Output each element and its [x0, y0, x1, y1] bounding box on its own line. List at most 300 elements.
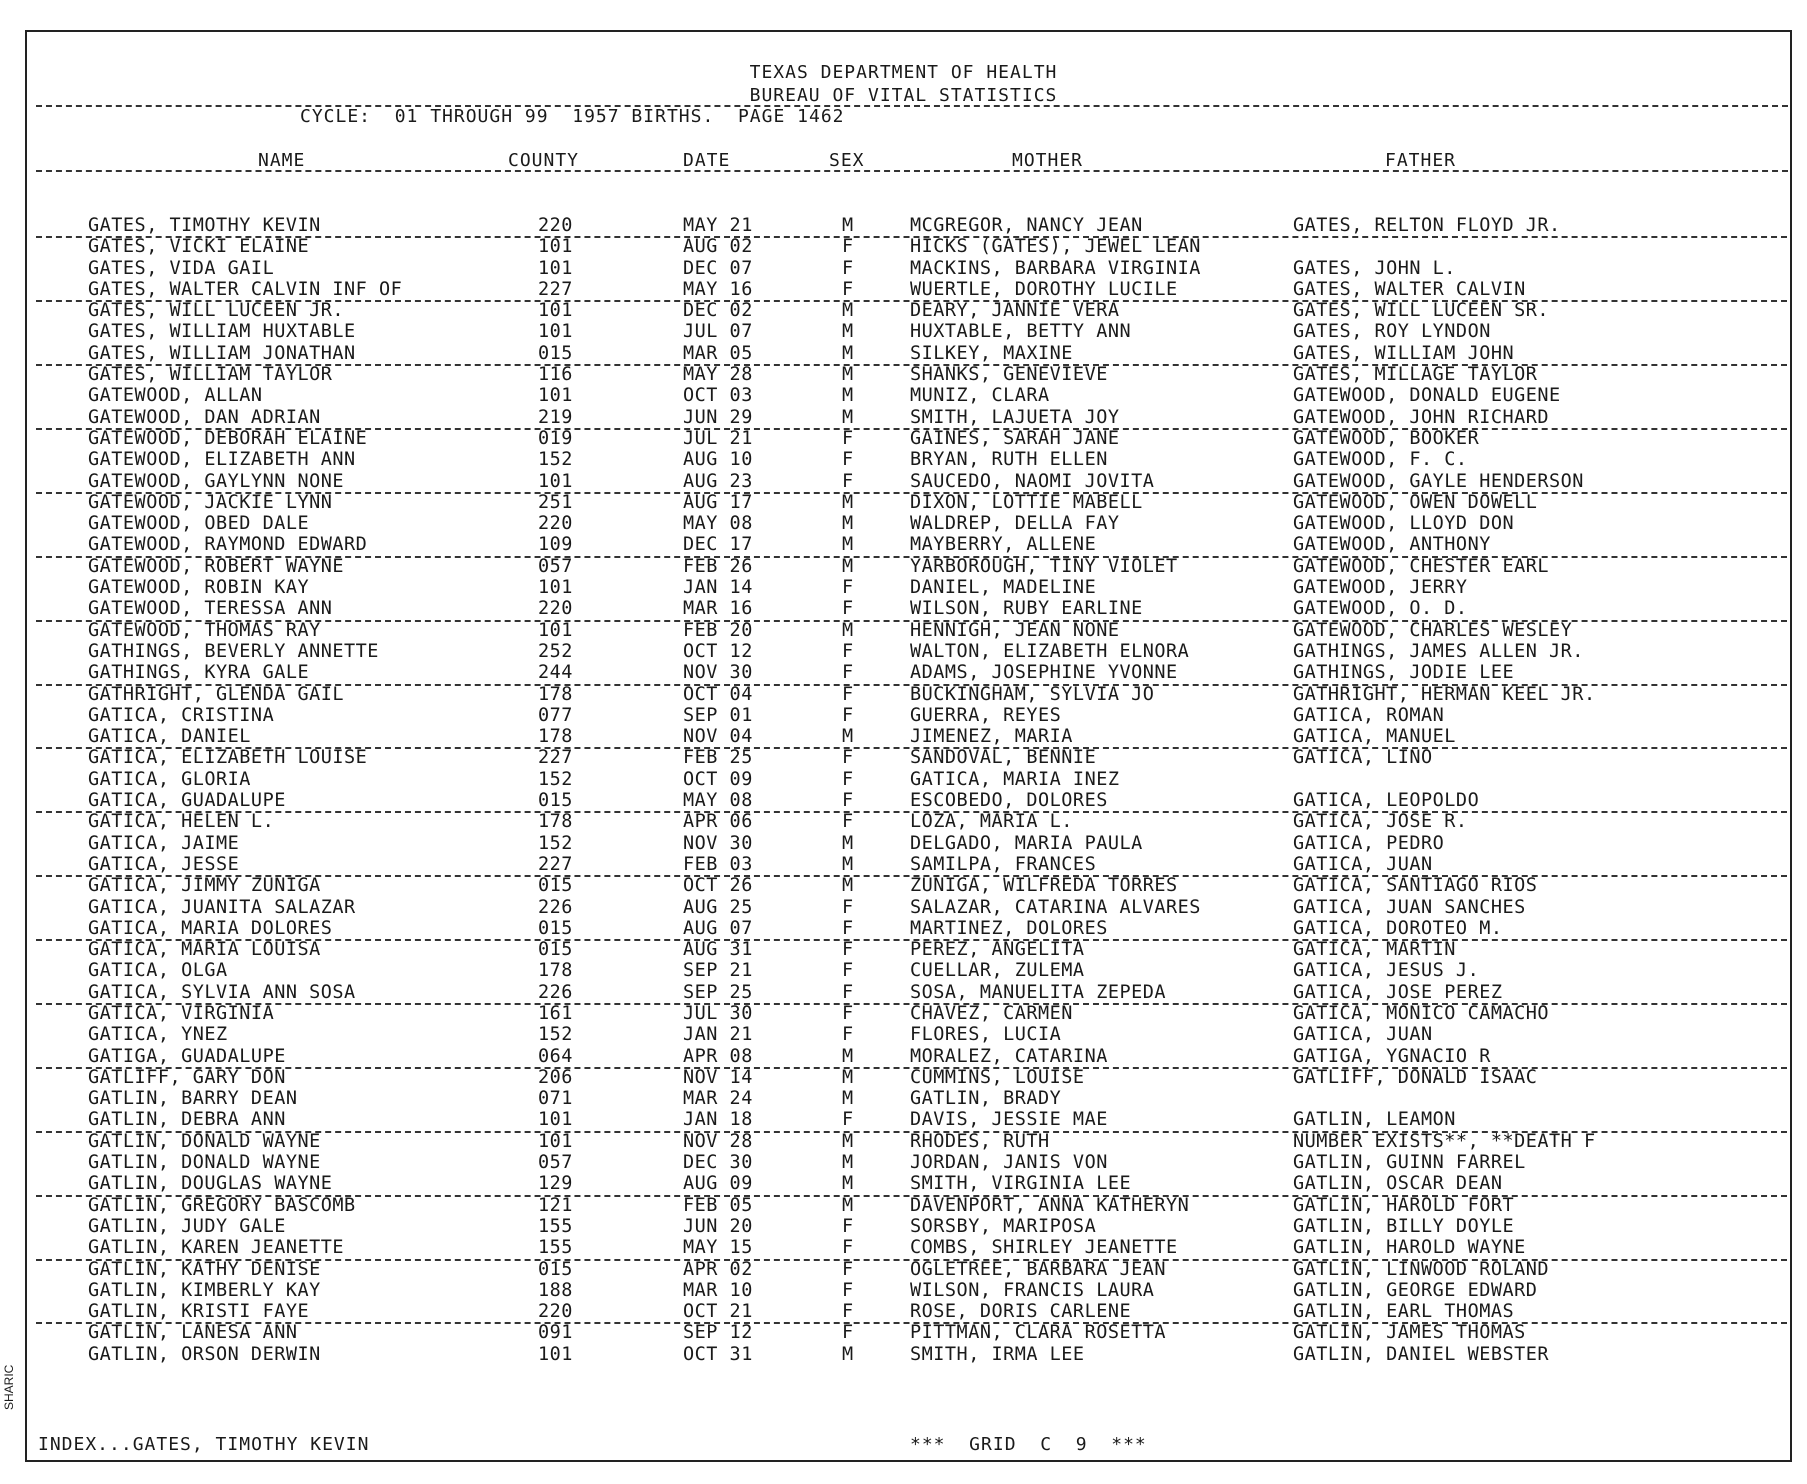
record-sex: M — [842, 555, 854, 577]
record-mother: LOZA, MARIA L. — [910, 811, 1073, 833]
record-father: GATEWOOD, LLOYD DON — [1293, 513, 1515, 535]
record-county: 091 — [538, 1322, 573, 1344]
record-date: MAY 08 — [683, 790, 753, 812]
record-mother: SANDOVAL, BENNIE — [910, 747, 1097, 769]
record-father: GATES, WILL LUCEEN SR. — [1293, 300, 1550, 322]
record-father: GATICA, MONICO CAMACHO — [1293, 1002, 1550, 1024]
record-row — [0, 620, 1807, 641]
record-date: SEP 01 — [683, 704, 753, 726]
record-row — [0, 1301, 1807, 1322]
record-name: GATLIN, DEBRA ANN — [88, 1109, 286, 1131]
record-county: 226 — [538, 981, 573, 1003]
record-mother: WILSON, FRANCIS LAURA — [910, 1279, 1155, 1301]
record-father: GATHINGS, JODIE LEE — [1293, 662, 1515, 684]
record-date: MAY 08 — [683, 513, 753, 535]
record-row — [0, 811, 1807, 832]
record-name: GATLIN, KRISTI FAYE — [88, 1301, 310, 1323]
record-sex: F — [842, 278, 854, 300]
record-father: GATICA, DOROTEO M. — [1293, 917, 1503, 939]
record-name: GATLIN, DONALD WAYNE — [88, 1152, 321, 1174]
record-county: 178 — [538, 811, 573, 833]
record-name: GATICA, GUADALUPE — [88, 790, 286, 812]
record-name: GATHRIGHT, GLENDA GAIL — [88, 683, 345, 705]
record-name: GATLIN, BARRY DEAN — [88, 1088, 298, 1110]
record-row — [0, 300, 1807, 321]
record-sex: F — [842, 790, 854, 812]
record-row — [0, 939, 1807, 960]
record-row — [0, 1152, 1807, 1173]
record-date: OCT 04 — [683, 683, 753, 705]
record-mother: BUCKINGHAM, SYLVIA JO — [910, 683, 1155, 705]
record-date: MAY 28 — [683, 364, 753, 386]
record-row — [0, 1237, 1807, 1258]
record-date: MAR 16 — [683, 598, 753, 620]
record-row — [0, 1344, 1807, 1365]
record-mother: DAVENPORT, ANNA KATHERYN — [910, 1194, 1190, 1216]
record-name: GATEWOOD, RAYMOND EDWARD — [88, 534, 368, 556]
record-father: GATLIN, GEORGE EDWARD — [1293, 1279, 1538, 1301]
record-mother: SMITH, VIRGINIA LEE — [910, 1173, 1132, 1195]
record-date: OCT 26 — [683, 875, 753, 897]
record-row — [0, 1259, 1807, 1280]
record-mother: JIMENEZ, MARIA — [910, 726, 1073, 748]
record-date: JAN 14 — [683, 577, 753, 599]
record-sex: M — [842, 1194, 854, 1216]
record-date: AUG 07 — [683, 917, 753, 939]
record-county: 226 — [538, 896, 573, 918]
side-label: SHARIC — [2, 1364, 16, 1410]
record-father: GATEWOOD, CHARLES WESLEY — [1293, 619, 1573, 641]
record-mother: SAMILPA, FRANCES — [910, 853, 1097, 875]
record-name: GATEWOOD, TERESSA ANN — [88, 598, 333, 620]
record-father: GATEWOOD, OWEN DOWELL — [1293, 491, 1538, 513]
record-row — [0, 343, 1807, 364]
record-sex: F — [842, 662, 854, 684]
record-sex: F — [842, 598, 854, 620]
record-date: SEP 25 — [683, 981, 753, 1003]
record-date: FEB 25 — [683, 747, 753, 769]
record-row — [0, 875, 1807, 896]
record-row — [0, 833, 1807, 854]
record-sex: F — [842, 427, 854, 449]
record-row — [0, 1131, 1807, 1152]
record-sex: M — [842, 364, 854, 386]
record-sex: M — [842, 1173, 854, 1195]
record-mother: HICKS (GATES), JEWEL LEAN — [910, 236, 1201, 258]
record-mother: PEREZ, ANGELITA — [910, 939, 1085, 961]
record-mother: MORALEZ, CATARINA — [910, 1045, 1108, 1067]
record-sex: F — [842, 449, 854, 471]
record-row — [0, 364, 1807, 385]
record-date: JUL 21 — [683, 427, 753, 449]
record-father: GATEWOOD, O. D. — [1293, 598, 1468, 620]
record-county: 064 — [538, 1045, 573, 1067]
record-date: AUG 09 — [683, 1173, 753, 1195]
record-county: 121 — [538, 1194, 573, 1216]
record-sex: F — [842, 1322, 854, 1344]
record-date: SEP 12 — [683, 1322, 753, 1344]
record-sex: F — [842, 896, 854, 918]
record-father: GATICA, JESUS J. — [1293, 960, 1480, 982]
record-name: GATES, WILL LUCEEN JR. — [88, 300, 345, 322]
record-name: GATICA, JUANITA SALAZAR — [88, 896, 356, 918]
record-father: GATICA, SANTIAGO RIOS — [1293, 875, 1538, 897]
record-mother: FLORES, LUCIA — [910, 1024, 1062, 1046]
record-name: GATEWOOD, DEBORAH ELAINE — [88, 427, 368, 449]
record-sex: F — [842, 768, 854, 790]
record-sex: F — [842, 704, 854, 726]
record-date: FEB 05 — [683, 1194, 753, 1216]
record-row — [0, 534, 1807, 555]
record-date: AUG 23 — [683, 470, 753, 492]
record-row — [0, 769, 1807, 790]
record-county: 101 — [538, 321, 573, 343]
record-date: FEB 26 — [683, 555, 753, 577]
record-row — [0, 705, 1807, 726]
record-name: GATES, WILLIAM TAYLOR — [88, 364, 333, 386]
record-name: GATEWOOD, ALLAN — [88, 385, 263, 407]
record-mother: ESCOBEDO, DOLORES — [910, 790, 1108, 812]
record-county: 101 — [538, 236, 573, 258]
record-date: SEP 21 — [683, 960, 753, 982]
record-name: GATEWOOD, OBED DALE — [88, 513, 310, 535]
record-sex: M — [842, 1343, 854, 1365]
cycle-line: CYCLE: 01 THROUGH 99 1957 BIRTHS. PAGE 1462 — [300, 106, 845, 127]
record-father: GATICA, JUAN SANCHES — [1293, 896, 1526, 918]
record-county: 101 — [538, 577, 573, 599]
record-county: 220 — [538, 215, 573, 236]
record-sex: M — [842, 513, 854, 535]
record-father: GATEWOOD, JERRY — [1293, 577, 1468, 599]
record-row — [0, 897, 1807, 918]
record-date: NOV 04 — [683, 726, 753, 748]
record-row — [0, 279, 1807, 300]
record-sex: M — [842, 1045, 854, 1067]
record-name: GATES, WALTER CALVIN INF OF — [88, 278, 403, 300]
record-name: GATLIN, LANESA ANN — [88, 1322, 298, 1344]
record-father: GATHINGS, JAMES ALLEN JR. — [1293, 640, 1584, 662]
record-county: 101 — [538, 385, 573, 407]
record-county: 071 — [538, 1088, 573, 1110]
record-name: GATES, VIDA GAIL — [88, 257, 275, 279]
record-name: GATICA, VIRGINIA — [88, 1002, 275, 1024]
record-county: 077 — [538, 704, 573, 726]
record-mother: HENNIGH, JEAN NONE — [910, 619, 1120, 641]
record-father: GATES, ROY LYNDON — [1293, 321, 1491, 343]
record-mother: HUXTABLE, BETTY ANN — [910, 321, 1132, 343]
record-name: GATLIN, KAREN JEANETTE — [88, 1237, 345, 1259]
record-name: GATICA, GLORIA — [88, 768, 251, 790]
record-name: GATIGA, GUADALUPE — [88, 1045, 286, 1067]
record-mother: DELGADO, MARIA PAULA — [910, 832, 1143, 854]
record-father: GATEWOOD, JOHN RICHARD — [1293, 406, 1550, 428]
record-date: AUG 25 — [683, 896, 753, 918]
record-sex: M — [842, 321, 854, 343]
index-line: INDEX...GATES, TIMOTHY KEVIN — [38, 1434, 370, 1455]
record-county: 015 — [538, 342, 573, 364]
record-county: 152 — [538, 832, 573, 854]
record-father: GATES, WALTER CALVIN — [1293, 278, 1526, 300]
record-mother: MUNIZ, CLARA — [910, 385, 1050, 407]
record-father: GATICA, JOSE R. — [1293, 811, 1468, 833]
record-mother: SHANKS, GENEVIEVE — [910, 364, 1108, 386]
record-sex: F — [842, 1215, 854, 1237]
record-mother: CUMMINS, LOUISE — [910, 1066, 1085, 1088]
record-row — [0, 556, 1807, 577]
record-date: JUL 07 — [683, 321, 753, 343]
col-header-date: DATE — [683, 150, 731, 171]
record-mother: MAYBERRY, ALLENE — [910, 534, 1097, 556]
record-county: 155 — [538, 1215, 573, 1237]
record-name: GATICA, JIMMY ZUNIGA — [88, 875, 321, 897]
record-name: GATLIN, JUDY GALE — [88, 1215, 286, 1237]
record-father: GATEWOOD, BOOKER — [1293, 427, 1480, 449]
records-list — [0, 215, 1807, 1365]
record-county: 015 — [538, 790, 573, 812]
record-county: 206 — [538, 1066, 573, 1088]
record-date: AUG 31 — [683, 939, 753, 961]
record-sex: F — [842, 470, 854, 492]
record-date: JUN 29 — [683, 406, 753, 428]
record-date: JUN 20 — [683, 1215, 753, 1237]
record-date: MAY 16 — [683, 278, 753, 300]
record-county: 178 — [538, 726, 573, 748]
record-date: AUG 02 — [683, 236, 753, 258]
record-sex: F — [842, 1301, 854, 1323]
record-father: GATEWOOD, GAYLE HENDERSON — [1293, 470, 1584, 492]
record-father: GATLIFF, DONALD ISAAC — [1293, 1066, 1538, 1088]
grid-line: *** GRID C 9 *** — [910, 1434, 1147, 1455]
record-row — [0, 1046, 1807, 1067]
record-row — [0, 577, 1807, 598]
record-row — [0, 1109, 1807, 1130]
record-mother: ROSE, DORIS CARLENE — [910, 1301, 1132, 1323]
record-mother: DANIEL, MADELINE — [910, 577, 1097, 599]
record-sex: F — [842, 257, 854, 279]
record-father: GATES, RELTON FLOYD JR. — [1293, 215, 1561, 236]
record-mother: WALTON, ELIZABETH ELNORA — [910, 640, 1190, 662]
dashed-rule — [36, 105, 1788, 107]
record-date: MAR 24 — [683, 1088, 753, 1110]
record-county: 057 — [538, 1152, 573, 1174]
record-father: GATLIN, GUINN FARREL — [1293, 1152, 1526, 1174]
record-row — [0, 918, 1807, 939]
record-name: GATLIN, KATHY DENISE — [88, 1258, 321, 1280]
record-name: GATLIN, ORSON DERWIN — [88, 1343, 321, 1365]
record-row — [0, 1067, 1807, 1088]
record-mother: BRYAN, RUTH ELLEN — [910, 449, 1108, 471]
record-sex: M — [842, 875, 854, 897]
record-row — [0, 684, 1807, 705]
record-mother: YARBOROUGH, TINY VIOLET — [910, 555, 1178, 577]
record-mother: MCGREGOR, NANCY JEAN — [910, 215, 1143, 236]
record-county: 015 — [538, 917, 573, 939]
record-date: JUL 30 — [683, 1002, 753, 1024]
record-county: 152 — [538, 449, 573, 471]
record-county: 057 — [538, 555, 573, 577]
record-name: GATLIN, KIMBERLY KAY — [88, 1279, 321, 1301]
record-name: GATEWOOD, JACKIE LYNN — [88, 491, 333, 513]
record-row — [0, 215, 1807, 236]
record-row — [0, 449, 1807, 470]
record-name: GATHINGS, KYRA GALE — [88, 662, 310, 684]
record-date: MAR 05 — [683, 342, 753, 364]
record-father: GATICA, ROMAN — [1293, 704, 1445, 726]
record-father: GATICA, LINO — [1293, 747, 1433, 769]
record-date: NOV 30 — [683, 832, 753, 854]
record-sex: F — [842, 981, 854, 1003]
col-header-name: NAME — [258, 150, 306, 171]
record-name: GATICA, MARIA LOUISA — [88, 939, 321, 961]
record-date: NOV 28 — [683, 1130, 753, 1152]
record-row — [0, 854, 1807, 875]
record-mother: GATLIN, BRADY — [910, 1088, 1062, 1110]
record-mother: OGLETREE, BARBARA JEAN — [910, 1258, 1167, 1280]
record-date: FEB 03 — [683, 853, 753, 875]
record-row — [0, 1024, 1807, 1045]
record-county: 101 — [538, 1343, 573, 1365]
record-sex: M — [842, 342, 854, 364]
record-date: MAR 10 — [683, 1279, 753, 1301]
record-sex: M — [842, 385, 854, 407]
record-county: 101 — [538, 300, 573, 322]
record-county: 101 — [538, 619, 573, 641]
record-sex: F — [842, 960, 854, 982]
record-county: 178 — [538, 683, 573, 705]
record-date: AUG 17 — [683, 491, 753, 513]
record-sex: F — [842, 1002, 854, 1024]
record-county: 188 — [538, 1279, 573, 1301]
record-date: OCT 12 — [683, 640, 753, 662]
record-sex: M — [842, 406, 854, 428]
record-date: APR 08 — [683, 1045, 753, 1067]
record-sex: F — [842, 1237, 854, 1259]
record-name: GATES, TIMOTHY KEVIN — [88, 215, 321, 236]
record-row — [0, 1003, 1807, 1024]
record-sex: F — [842, 1258, 854, 1280]
record-row — [0, 1173, 1807, 1194]
record-name: GATEWOOD, ELIZABETH ANN — [88, 449, 356, 471]
record-row — [0, 598, 1807, 619]
col-header-father: FATHER — [1385, 150, 1457, 171]
record-sex: F — [842, 236, 854, 258]
record-county: 015 — [538, 875, 573, 897]
record-name: GATICA, JAIME — [88, 832, 240, 854]
record-name: GATEWOOD, THOMAS RAY — [88, 619, 321, 641]
record-name: GATLIN, GREGORY BASCOMB — [88, 1194, 356, 1216]
record-name: GATICA, OLGA — [88, 960, 228, 982]
record-sex: F — [842, 1109, 854, 1131]
record-mother: WUERTLE, DOROTHY LUCILE — [910, 278, 1178, 300]
record-row — [0, 726, 1807, 747]
record-mother: RHODES, RUTH — [910, 1130, 1050, 1152]
record-mother: SAUCEDO, NAOMI JOVITA — [910, 470, 1155, 492]
col-header-sex: SEX — [829, 150, 865, 171]
record-father: GATES, MILLAGE TAYLOR — [1293, 364, 1538, 386]
record-mother: SILKEY, MAXINE — [910, 342, 1073, 364]
record-mother: PITTMAN, CLARA ROSETTA — [910, 1322, 1167, 1344]
record-name: GATICA, SYLVIA ANN SOSA — [88, 981, 356, 1003]
record-sex: M — [842, 853, 854, 875]
record-date: OCT 09 — [683, 768, 753, 790]
record-row — [0, 1088, 1807, 1109]
record-mother: WILSON, RUBY EARLINE — [910, 598, 1143, 620]
record-county: 227 — [538, 747, 573, 769]
record-county: 252 — [538, 640, 573, 662]
record-date: MAY 21 — [683, 215, 753, 236]
record-father: GATEWOOD, DONALD EUGENE — [1293, 385, 1561, 407]
record-name: GATICA, YNEZ — [88, 1024, 228, 1046]
record-mother: ADAMS, JOSEPHINE YVONNE — [910, 662, 1178, 684]
record-date: DEC 02 — [683, 300, 753, 322]
record-father: GATHRIGHT, HERMAN KEEL JR. — [1293, 683, 1596, 705]
record-father: GATLIN, JAMES THOMAS — [1293, 1322, 1526, 1344]
record-mother: CUELLAR, ZULEMA — [910, 960, 1085, 982]
col-header-county: COUNTY — [508, 150, 580, 171]
record-county: 178 — [538, 960, 573, 982]
record-mother: SMITH, IRMA LEE — [910, 1343, 1085, 1365]
record-name: GATICA, HELEN L. — [88, 811, 275, 833]
record-row — [0, 236, 1807, 257]
record-sex: F — [842, 811, 854, 833]
record-father: NUMBER EXISTS**, **DEATH F — [1293, 1130, 1596, 1152]
record-name: GATLIN, DOUGLAS WAYNE — [88, 1173, 333, 1195]
record-sex: M — [842, 1130, 854, 1152]
record-sex: F — [842, 683, 854, 705]
record-county: 116 — [538, 364, 573, 386]
record-county: 244 — [538, 662, 573, 684]
record-county: 019 — [538, 427, 573, 449]
record-date: OCT 31 — [683, 1343, 753, 1365]
record-name: GATEWOOD, ROBERT WAYNE — [88, 555, 345, 577]
record-row — [0, 1280, 1807, 1301]
record-name: GATEWOOD, DAN ADRIAN — [88, 406, 321, 428]
col-header-mother: MOTHER — [1012, 150, 1084, 171]
record-mother: SALAZAR, CATARINA ALVARES — [910, 896, 1201, 918]
record-name: GATES, VICKI ELAINE — [88, 236, 310, 258]
record-county: 015 — [538, 1258, 573, 1280]
record-mother: DIXON, LOTTIE MABELL — [910, 491, 1143, 513]
record-date: APR 02 — [683, 1258, 753, 1280]
record-row — [0, 641, 1807, 662]
record-date: DEC 17 — [683, 534, 753, 556]
record-sex: M — [842, 1088, 854, 1110]
record-county: 161 — [538, 1002, 573, 1024]
dept-title: TEXAS DEPARTMENT OF HEALTH — [749, 62, 1058, 83]
record-sex: F — [842, 1279, 854, 1301]
record-father: GATLIN, LINWOOD ROLAND — [1293, 1258, 1550, 1280]
record-mother: CHAVEZ, CARMEN — [910, 1002, 1073, 1024]
record-county: 109 — [538, 534, 573, 556]
record-sex: M — [842, 726, 854, 748]
record-row — [0, 982, 1807, 1003]
record-father: GATIGA, YGNACIO R — [1293, 1045, 1491, 1067]
record-county: 129 — [538, 1173, 573, 1195]
record-sex: M — [842, 619, 854, 641]
record-name: GATICA, CRISTINA — [88, 704, 275, 726]
record-father: GATLIN, OSCAR DEAN — [1293, 1173, 1503, 1195]
record-mother: DAVIS, JESSIE MAE — [910, 1109, 1108, 1131]
record-row — [0, 471, 1807, 492]
record-date: AUG 10 — [683, 449, 753, 471]
record-mother: MACKINS, BARBARA VIRGINIA — [910, 257, 1201, 279]
record-sex: M — [842, 1066, 854, 1088]
record-mother: JORDAN, JANIS VON — [910, 1152, 1108, 1174]
record-sex: M — [842, 491, 854, 513]
record-sex: F — [842, 939, 854, 961]
record-sex: F — [842, 577, 854, 599]
record-father: GATES, JOHN L. — [1293, 257, 1456, 279]
